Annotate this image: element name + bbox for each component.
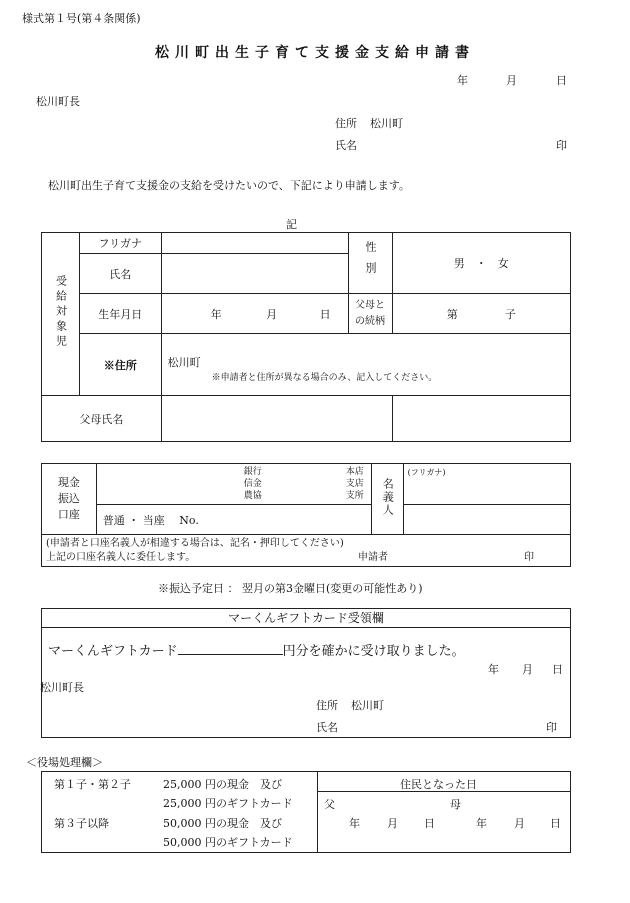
holder-name-field[interactable] [403, 505, 570, 535]
bank-side-label: 現金 振込 口座 [42, 464, 97, 535]
intro-text: 松川町出生子育て支援金の支給を受けたいので、下記により申請します。 [48, 179, 410, 192]
delegation-box: (申請者と口座名義人が相違する場合は、記名・押印してください) 上記の口座名義人に委任します。 申請者 印 [42, 535, 571, 567]
mother-day: 日 [550, 817, 561, 830]
amount-1: 25,000 円の現金 及び [163, 778, 282, 791]
gift-seal-mark: 印 [546, 721, 557, 734]
father-name-field[interactable] [161, 396, 392, 442]
gift-name-label: 氏名 [316, 721, 338, 734]
sex-label: 性別 [348, 233, 392, 294]
relation-field[interactable]: 第 子 [392, 294, 571, 334]
bank-name-field[interactable]: 銀行 本店 信金 支店 農協 支所 [96, 464, 371, 505]
ki-mark: 記 [286, 218, 297, 231]
address-label: 住所 [335, 117, 357, 130]
holder-furigana-field[interactable]: (フリガナ) [403, 464, 570, 505]
parents-label: 父母氏名 [42, 396, 162, 442]
transfer-note: ※振込予定日 ： 翌月の第3金曜日(変更の可能性あり) [158, 582, 423, 595]
date-year: 年 [457, 74, 468, 87]
child-side-label: 受給対象児 [42, 233, 80, 396]
child-table [41, 232, 571, 442]
office-divider [317, 771, 318, 852]
furigana-field[interactable] [161, 233, 348, 254]
gift-date-month: 月 [522, 663, 533, 676]
gift-address-label: 住所 [316, 699, 338, 712]
relation-label: 父母と の続柄 [348, 294, 392, 334]
gift-amount-field[interactable] [178, 642, 283, 655]
birth-label: 生年月日 [79, 294, 161, 334]
amount-2: 25,000 円のギフトカード [163, 797, 293, 810]
gift-date-year: 年 [488, 663, 499, 676]
father-label: 父 [324, 798, 335, 811]
gift-received-line: マーくんギフトカード 円分を確かに受け取りました。 [48, 644, 465, 659]
child-name-label: 氏名 [79, 254, 161, 294]
date-month: 月 [506, 74, 517, 87]
mother-month: 月 [514, 817, 525, 830]
gift-addressee: 松川町長 [40, 681, 84, 694]
father-year: 年 [349, 817, 360, 830]
first-second-label: 第１子・第２子 [54, 778, 131, 791]
form-number: 様式第１号(第４条関係) [22, 12, 141, 25]
sex-options[interactable]: 男 ・ 女 [392, 233, 571, 294]
furigana-label: フリガナ [79, 233, 161, 254]
account-field[interactable]: 普通 ・ 当座 No. [96, 505, 371, 535]
father-month: 月 [387, 817, 398, 830]
amount-3: 50,000 円の現金 及び [163, 817, 282, 830]
child-name-field[interactable] [161, 254, 348, 294]
mother-label: 母 [450, 798, 461, 811]
third-label: 第３子以降 [54, 817, 109, 830]
mother-year: 年 [476, 817, 487, 830]
father-day: 日 [424, 817, 435, 830]
gift-date-day: 日 [552, 663, 563, 676]
seal-mark: 印 [556, 139, 567, 152]
resident-date-heading: 住民となった日 [400, 778, 477, 791]
office-heading: ＜役場処理欄＞ [26, 756, 103, 769]
birth-field[interactable]: 年 月 日 [161, 294, 348, 334]
gift-card-heading: マーくんギフトカード受領欄 [42, 609, 570, 628]
amount-4: 50,000 円のギフトカード [163, 836, 293, 849]
gift-address-value: 松川町 [351, 699, 384, 712]
bank-table [41, 463, 571, 567]
mother-name-field[interactable] [392, 396, 571, 442]
addressee: 松川町長 [36, 95, 80, 108]
child-address-label: ※住所 [79, 334, 161, 396]
address-value: 松川町 [370, 117, 403, 130]
child-address-field[interactable]: 松川町 ※申請者と住所が異なる場合のみ、記入してください。 [161, 334, 570, 396]
page-title: 松川町出生子育て支援金支給申請書 [155, 45, 475, 61]
name-label: 氏名 [335, 139, 357, 152]
date-day: 日 [556, 74, 567, 87]
holder-label: 名義人 [371, 464, 403, 535]
